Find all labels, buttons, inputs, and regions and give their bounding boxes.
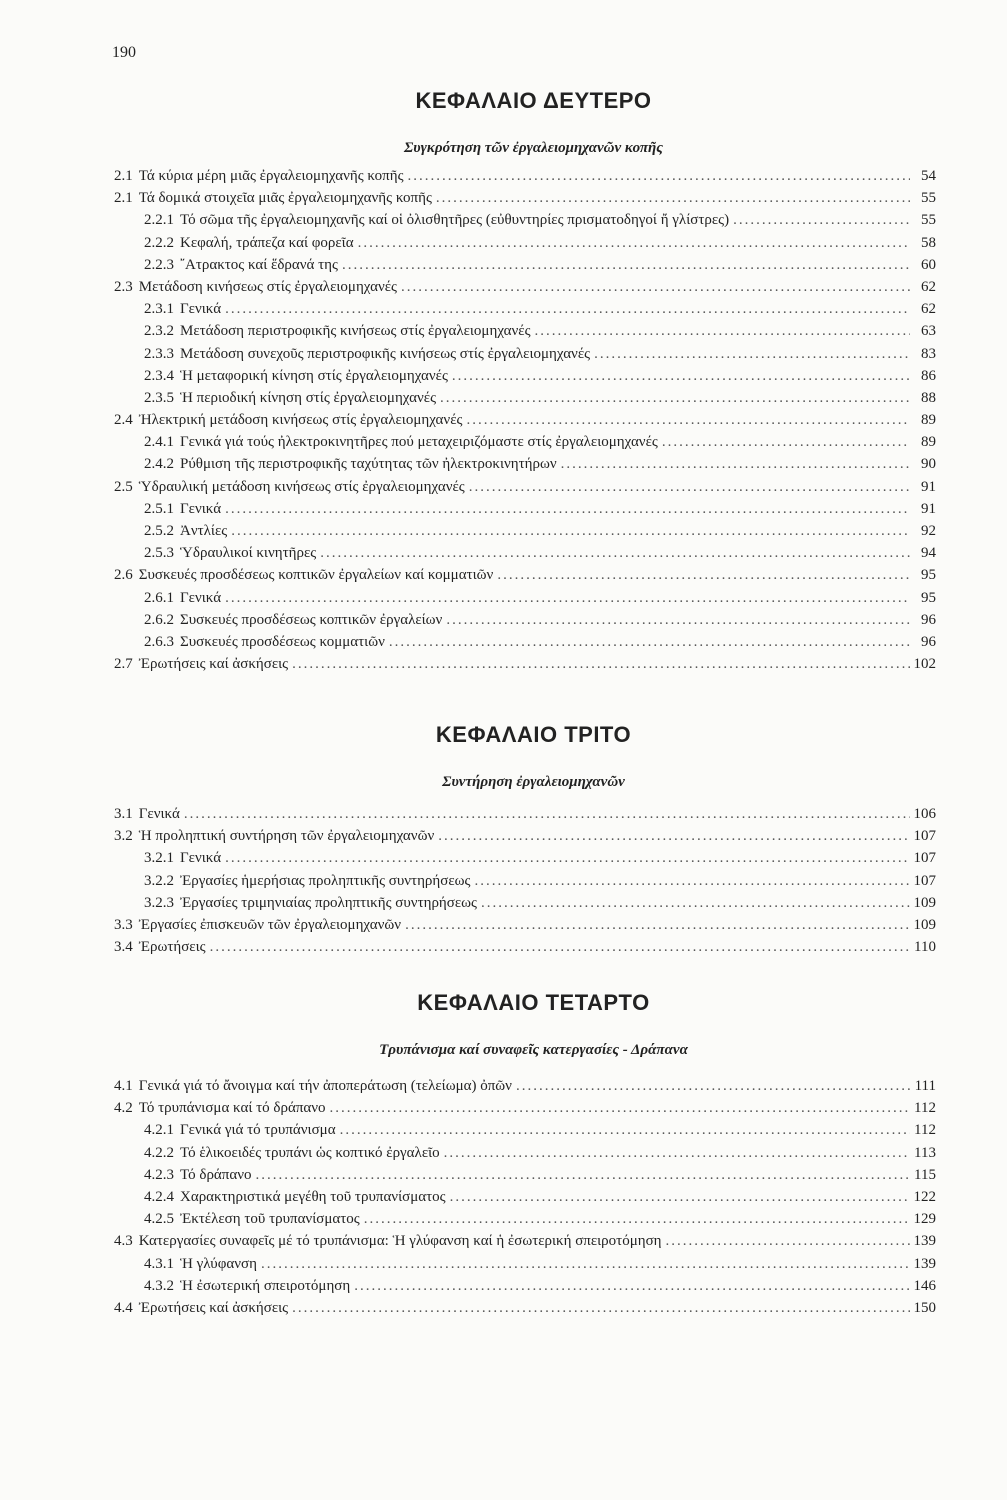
dot-leader: [292, 1300, 909, 1317]
toc-entry-number: 2.5.2: [144, 523, 174, 539]
toc-entry: [114, 1211, 936, 1233]
toc-entry-title: Τό ἑλικοειδές τρυπάνι ὡς κοπτικό ἐργαλεῖο: [180, 1144, 440, 1161]
toc-entry-page: 139: [913, 1233, 936, 1250]
dot-leader: [261, 1256, 910, 1273]
toc-entry-page: 88: [921, 389, 936, 406]
toc-entry-title: Τό σῶμα τῆς ἐργαλειομηχανῆς καί οἱ ὀλισθητῆρες (εὐθυντηρίες πρισματοδηγοί ἤ γλίστρες): [180, 212, 730, 229]
toc-entry-page: 112: [914, 1100, 936, 1117]
toc-entry-page: 91: [921, 500, 936, 517]
toc-entry: [114, 612, 936, 634]
toc-entry: [114, 235, 936, 257]
toc-entry-page: 150: [913, 1299, 936, 1316]
toc-entry-page: 107: [913, 872, 936, 889]
toc-entry-number: 4.2.3: [144, 1166, 174, 1183]
toc-entry: [114, 1300, 936, 1322]
dot-leader: [450, 1189, 910, 1206]
toc-entry-page: 110: [914, 939, 936, 956]
toc-entry: [114, 434, 936, 456]
toc-entry: [114, 168, 936, 190]
dot-leader: [408, 168, 910, 185]
toc-entry-title: Ὑδραυλική μετάδοση κινήσεως στίς ἐργαλειομηχανές: [138, 478, 465, 495]
toc-entry-title: Τό τρυπάνισμα καί τό δράπανο: [138, 1100, 326, 1117]
dot-leader: [210, 939, 910, 956]
toc-entry-number: 4.3: [114, 1233, 133, 1250]
dot-leader: [184, 806, 910, 823]
toc-entry: [114, 323, 936, 345]
toc-entry-title: Μετάδοση κινήσεως στίς ἐργαλειομηχανές: [138, 278, 398, 295]
toc-entry-title: Ἐρωτήσεις καί ἀσκήσεις: [138, 1299, 289, 1316]
toc-entry-page: 112: [914, 1122, 936, 1139]
toc-entry-title: Μετάδοση συνεχοῦς περιστροφικῆς κινήσεως στίς ἐργαλειομηχανές: [180, 345, 591, 362]
chapter-subtitle: Συγκρότηση τῶν ἐργαλειομηχανῶν κοπῆς: [404, 140, 663, 156]
toc-entry-number: 2.3.3: [144, 345, 174, 362]
dot-leader: [561, 456, 910, 473]
toc-entry-page: 122: [913, 1188, 936, 1205]
toc-list: [114, 806, 936, 961]
toc-entry-page: 86: [921, 367, 936, 384]
toc-entry-number: 2.2.1: [144, 212, 174, 229]
dot-leader: [256, 1167, 910, 1184]
toc-entry-number: 4.2.2: [144, 1144, 174, 1161]
toc-entry-number: 3.1: [114, 806, 133, 822]
toc-entry-number: 2.6.3: [144, 633, 174, 650]
dot-leader: [231, 523, 910, 540]
toc-entry-page: 139: [913, 1255, 936, 1272]
toc-entry-title: Ἡ γλύφανση: [180, 1255, 257, 1272]
toc-entry-number: 2.4.1: [144, 434, 174, 451]
toc-entry: [114, 1189, 936, 1211]
toc-entry-title: Ὑδραυλικοί κινητῆρες: [180, 545, 317, 562]
toc-entry-title: Κατεργασίες συναφεῖς μέ τό τρυπάνισμα: Ἡ γλύφανση καί ἡ ἐσωτερική σπειροτόμηση: [138, 1233, 662, 1250]
toc-entry-title: Ἠλεκτρική μετάδοση κινήσεως στίς ἐργαλειομηχανές: [138, 412, 463, 429]
toc-entry-number: 2.6: [114, 567, 133, 584]
toc-entry-number: 4.1: [114, 1078, 133, 1094]
toc-entry: [114, 1145, 936, 1167]
toc-entry-number: 4.2: [114, 1100, 133, 1117]
toc-entry-title: Γενικά: [138, 806, 180, 822]
toc-entry: [114, 1256, 936, 1278]
toc-entry-number: 2.2.2: [144, 234, 174, 251]
toc-entry-number: 2.5: [114, 478, 133, 495]
toc-entry-title: Ἐργασίες ἐπισκευῶν τῶν ἐργαλειομηχανῶν: [138, 916, 402, 933]
toc-entry: [114, 895, 936, 917]
toc-entry-number: 2.3: [114, 278, 133, 295]
toc-entry-page: 58: [921, 234, 936, 251]
toc-entry-page: 107: [913, 828, 936, 845]
toc-entry-title: Τά δομικά στοιχεῖα μιᾶς ἐργαλειομηχανῆς κοπῆς: [138, 190, 432, 207]
dot-leader: [733, 212, 910, 229]
toc-entry-number: 2.3.1: [144, 301, 174, 318]
toc-entry: [114, 590, 936, 612]
toc-entry-number: 4.3.1: [144, 1255, 174, 1272]
toc-entry-page: 63: [921, 323, 936, 340]
toc-entry-title: Ἐργασίες ἡμερήσιας προληπτικῆς συντηρήσεως: [180, 872, 471, 889]
toc-entry: [114, 634, 936, 656]
toc-entry-number: 2.5.3: [144, 545, 174, 562]
toc-entry-title: Γενικά: [180, 589, 222, 606]
toc-entry-page: 146: [913, 1277, 936, 1294]
toc-entry-title: Συσκευές προσδέσεως κοπτικῶν ἐργαλείων: [180, 611, 443, 628]
toc-entry: [114, 190, 936, 212]
toc-entry: [114, 567, 936, 589]
toc-entry-number: 3.4: [114, 939, 133, 956]
chapter-heading: [0, 722, 1007, 791]
toc-entry-page: 129: [913, 1211, 936, 1228]
toc-entry-number: 2.7: [114, 656, 133, 673]
toc-entry-page: 54: [921, 168, 936, 184]
toc-entry: [114, 390, 936, 412]
toc-entry: [114, 212, 936, 234]
toc-entry-number: 4.4: [114, 1299, 133, 1316]
toc-list: [114, 1078, 936, 1322]
toc-entry: [114, 412, 936, 434]
toc-entry-number: 4.2.5: [144, 1211, 174, 1228]
toc-entry-page: 106: [913, 806, 936, 822]
toc-entry-page: 115: [914, 1166, 936, 1183]
toc-entry: [114, 850, 936, 872]
chapter-heading: [0, 990, 1007, 1059]
toc-entry-page: 109: [913, 894, 936, 911]
toc-entry-page: 109: [913, 916, 936, 933]
dot-leader: [340, 1122, 910, 1139]
toc-entry-page: 107: [913, 850, 936, 867]
toc-entry-title: Ἡ προληπτική συντήρηση τῶν ἐργαλειομηχανῶν: [138, 828, 435, 845]
toc-entry: [114, 501, 936, 523]
toc-entry-title: Γενικά γιά τούς ἠλεκτροκινητῆρες πού μεταχειριζόμαστε στίς ἐργαλειομηχανές: [180, 434, 658, 451]
toc-entry: [114, 828, 936, 850]
toc-list: [114, 168, 936, 678]
toc-entry-title: Κεφαλή, τράπεζα καί φορεῖα: [180, 234, 354, 251]
dot-leader: [320, 545, 910, 562]
toc-entry-page: 102: [913, 656, 936, 673]
toc-entry: [114, 1122, 936, 1144]
dot-leader: [354, 1278, 909, 1295]
toc-entry: [114, 279, 936, 301]
toc-entry: [114, 301, 936, 323]
chapter-subtitle: Συντήρηση ἐργαλειομηχανῶν: [442, 774, 625, 790]
toc-entry-page: 95: [921, 589, 936, 606]
toc-entry-page: 55: [921, 190, 936, 207]
toc-entry-title: Ἐκτέλεση τοῦ τρυπανίσματος: [180, 1211, 360, 1228]
toc-entry-title: Γενικά γιά τό τρυπάνισμα: [180, 1122, 336, 1139]
toc-entry-number: 2.2.3: [144, 256, 174, 273]
toc-entry-number: 2.4: [114, 412, 133, 429]
dot-leader: [666, 1233, 910, 1250]
toc-entry-number: 2.3.5: [144, 389, 174, 406]
dot-leader: [292, 656, 909, 673]
toc-entry-number: 3.3: [114, 916, 133, 933]
toc-entry-number: 2.6.1: [144, 589, 174, 606]
toc-entry-title: Ἡ μεταφορική κίνηση στίς ἐργαλειομηχανές: [180, 367, 448, 384]
toc-entry-title: ῎Ατρακτος καί ἕδρανά της: [180, 256, 338, 273]
toc-entry-number: 3.2: [114, 828, 133, 845]
toc-entry-title: Τό δράπανο: [180, 1166, 252, 1183]
dot-leader: [364, 1211, 910, 1228]
toc-entry: [114, 1278, 936, 1300]
toc-entry: [114, 656, 936, 678]
dot-leader: [225, 590, 910, 607]
toc-entry-page: 83: [921, 345, 936, 362]
toc-entry: [114, 368, 936, 390]
toc-entry-number: 3.2.2: [144, 872, 174, 889]
toc-entry: [114, 806, 936, 828]
toc-entry: [114, 1233, 936, 1255]
dot-leader: [405, 917, 909, 934]
dot-leader: [662, 434, 910, 451]
toc-entry-title: Μετάδοση περιστροφικῆς κινήσεως στίς ἐργαλειομηχανές: [180, 323, 531, 340]
toc-entry-title: Ἡ περιοδική κίνηση στίς ἐργαλειομηχανές: [180, 389, 437, 406]
dot-leader: [446, 612, 910, 629]
dot-leader: [225, 301, 910, 318]
dot-leader: [497, 567, 910, 584]
dot-leader: [516, 1078, 910, 1095]
toc-entry: [114, 1100, 936, 1122]
toc-entry-page: 96: [921, 633, 936, 650]
toc-entry-title: Γενικά: [180, 301, 222, 318]
toc-entry-page: 111: [914, 1078, 936, 1094]
chapter-title: ΚΕΦΑΛΑΙΟ ΤΡΙΤΟ: [435, 722, 632, 747]
toc-entry-title: Γενικά: [180, 850, 222, 867]
dot-leader: [389, 634, 910, 651]
dot-leader: [358, 235, 910, 252]
toc-entry-number: 3.2.3: [144, 894, 174, 911]
toc-entry-page: 89: [921, 434, 936, 451]
toc-entry: [114, 939, 936, 961]
toc-entry-title: Ἐρωτήσεις καί ἀσκήσεις: [138, 656, 289, 673]
dot-leader: [474, 873, 909, 890]
toc-entry: [114, 346, 936, 368]
toc-entry-number: 2.3.2: [144, 323, 174, 340]
dot-leader: [481, 895, 910, 912]
toc-entry-number: 4.2.1: [144, 1122, 174, 1139]
dot-leader: [436, 190, 910, 207]
dot-leader: [225, 850, 909, 867]
toc-entry: [114, 1078, 936, 1100]
toc-entry: [114, 523, 936, 545]
toc-entry-number: 2.4.2: [144, 456, 174, 473]
toc-entry-page: 62: [921, 278, 936, 295]
toc-entry-page: 94: [921, 545, 936, 562]
toc-entry-title: Ἡ ἐσωτερική σπειροτόμηση: [180, 1277, 351, 1294]
toc-entry-title: Συσκευές προσδέσεως κοπτικῶν ἐργαλείων καί κομματιῶν: [138, 567, 494, 584]
toc-entry-number: 4.2.4: [144, 1188, 174, 1205]
dot-leader: [535, 323, 910, 340]
chapter-title: ΚΕΦΑΛΑΙΟ ΤΕΤΑΡΤΟ: [417, 990, 650, 1015]
toc-entry-page: 89: [921, 412, 936, 429]
dot-leader: [438, 828, 909, 845]
dot-leader: [440, 390, 910, 407]
dot-leader: [342, 257, 910, 274]
toc-entry: [114, 456, 936, 478]
toc-entry-title: Ἐργασίες τριμηνιαίας προληπτικῆς συντηρήσεως: [180, 894, 477, 911]
toc-entry-page: 60: [921, 256, 936, 273]
toc-entry-title: Γενικά γιά τό ἄνοιγμα καί τήν ἀποπεράτωση (τελείωμα) ὀπῶν: [138, 1078, 512, 1094]
toc-entry: [114, 873, 936, 895]
toc-entry-page: 92: [921, 523, 936, 539]
toc-entry-page: 90: [921, 456, 936, 473]
toc-entry-title: Ρύθμιση τῆς περιστροφικῆς ταχύτητας τῶν ἠλεκτροκινητήρων: [180, 456, 557, 473]
page-number: 190: [112, 44, 136, 61]
toc-entry-title: Γενικά: [180, 500, 222, 517]
dot-leader: [452, 368, 910, 385]
toc-entry-number: 2.1: [114, 168, 133, 184]
chapter-subtitle: Τρυπάνισμα καί συναφεῖς κατεργασίες - Δράπανα: [379, 1042, 688, 1058]
toc-entry-number: 2.3.4: [144, 367, 174, 384]
toc-entry-page: 96: [921, 611, 936, 628]
toc-entry-number: 2.1: [114, 190, 133, 207]
toc-entry-page: 113: [914, 1144, 936, 1161]
dot-leader: [225, 501, 910, 518]
toc-entry-number: 3.2.1: [144, 850, 174, 867]
toc-entry: [114, 479, 936, 501]
chapter-title: ΚΕΦΑΛΑΙΟ ΔΕΥΤΕΡΟ: [415, 88, 652, 113]
dot-leader: [466, 412, 910, 429]
toc-entry: [114, 917, 936, 939]
dot-leader: [469, 479, 910, 496]
toc-entry-title: Ἐρωτήσεις: [138, 939, 206, 956]
toc-entry-title: Χαρακτηριστικά μεγέθη τοῦ τρυπανίσματος: [180, 1188, 446, 1205]
dot-leader: [594, 346, 910, 363]
toc-entry-title: Τά κύρια μέρη μιᾶς ἐργαλειομηχανῆς κοπῆς: [138, 168, 404, 184]
toc-entry-number: 2.6.2: [144, 611, 174, 628]
toc-entry-number: 2.5.1: [144, 500, 174, 517]
toc-entry-title: Ἀντλίες: [180, 523, 228, 539]
toc-entry-page: 91: [921, 478, 936, 495]
chapter-heading: [0, 88, 1007, 157]
dot-leader: [401, 279, 910, 296]
toc-entry-title: Συσκευές προσδέσεως κομματιῶν: [180, 633, 385, 650]
toc-entry-page: 95: [921, 567, 936, 584]
toc-entry: [114, 1167, 936, 1189]
toc-entry: [114, 545, 936, 567]
toc-entry-page: 55: [921, 212, 936, 229]
dot-leader: [330, 1100, 910, 1117]
toc-entry-number: 4.3.2: [144, 1277, 174, 1294]
toc-entry-page: 62: [921, 301, 936, 318]
toc-entry: [114, 257, 936, 279]
dot-leader: [444, 1145, 910, 1162]
